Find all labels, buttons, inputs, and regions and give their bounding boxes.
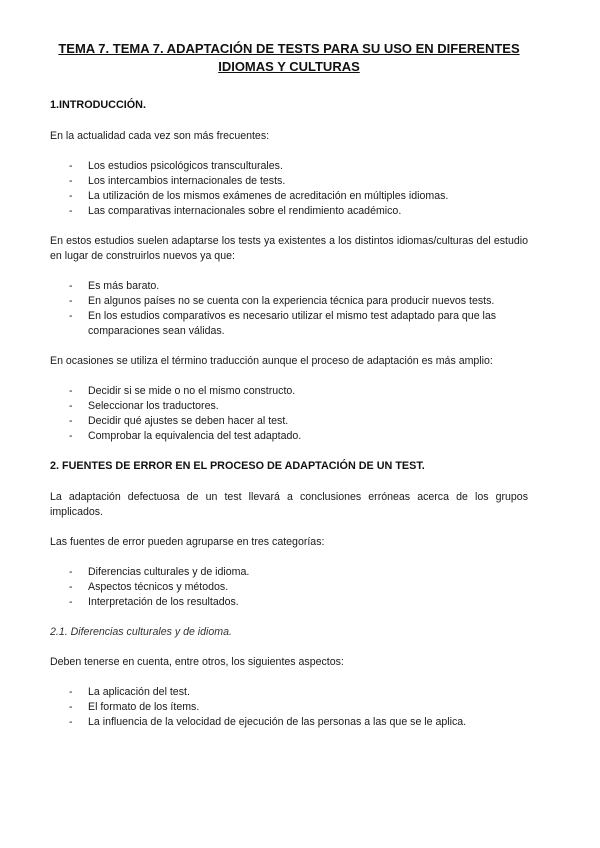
- list-item: - El formato de los ítems.: [88, 700, 528, 715]
- bullet-list: [50, 159, 528, 219]
- list-item: - Es más barato.: [88, 279, 528, 294]
- section-heading: 1.INTRODUCCIÓN.: [50, 99, 146, 111]
- bullet-list: [50, 384, 528, 444]
- list-item: - En los estudios comparativos es necesario utilizar el mismo test adaptado para que las comparaciones sean válidas.: [88, 309, 528, 339]
- paragraph: En estos estudios suelen adaptarse los tests ya existentes a los distintos idiomas/culturas del estudio en lugar de construirlos nuevos ya que:: [50, 235, 528, 262]
- document-title: TEMA 7. TEMA 7. ADAPTACIÓN DE TESTS PARA SU USO EN DIFERENTES IDIOMAS Y CULTURAS: [58, 41, 520, 74]
- section-introduccion: [50, 98, 528, 444]
- paragraph: En la actualidad cada vez son más frecuentes:: [50, 130, 270, 142]
- paragraph: La adaptación defectuosa de un test llevará a conclusiones erróneas acerca de los grupos implicados.: [50, 491, 528, 518]
- bullet-list: [50, 565, 528, 610]
- list-item: - Aspectos técnicos y métodos.: [88, 580, 528, 595]
- list-item: - Los intercambios internacionales de tests.: [88, 174, 528, 189]
- bullet-list: [50, 279, 528, 339]
- list-item: - Seleccionar los traductores.: [88, 399, 528, 414]
- section-fuentes-de-error: [50, 459, 528, 730]
- list-item: - Los estudios psicológicos transculturales.: [88, 159, 528, 174]
- list-item: - La utilización de los mismos exámenes de acreditación en múltiples idiomas.: [88, 189, 528, 204]
- list-item: - Decidir qué ajustes se deben hacer al test.: [88, 414, 528, 429]
- subsection-heading: 2.1. Diferencias culturales y de idioma.: [50, 626, 232, 638]
- list-item: - Diferencias culturales y de idioma.: [88, 565, 528, 580]
- list-item: - Las comparativas internacionales sobre el rendimiento académico.: [88, 204, 528, 219]
- list-item: - En algunos países no se cuenta con la experiencia técnica para producir nuevos tests.: [88, 294, 528, 309]
- section-heading: 2. FUENTES DE ERROR EN EL PROCESO DE ADAPTACIÓN DE UN TEST.: [50, 460, 425, 472]
- list-item: - La aplicación del test.: [88, 685, 528, 700]
- paragraph: Las fuentes de error pueden agruparse en tres categorías:: [50, 536, 325, 548]
- list-item: - Interpretación de los resultados.: [88, 595, 528, 610]
- bullet-list: [50, 685, 528, 730]
- list-item: - Decidir si se mide o no el mismo constructo.: [88, 384, 528, 399]
- paragraph: Deben tenerse en cuenta, entre otros, los siguientes aspectos:: [50, 656, 344, 668]
- list-item: - La influencia de la velocidad de ejecución de las personas a las que se le aplica.: [88, 715, 528, 730]
- paragraph: En ocasiones se utiliza el término traducción aunque el proceso de adaptación es más amplio:: [50, 355, 493, 367]
- list-item: - Comprobar la equivalencia del test adaptado.: [88, 429, 528, 444]
